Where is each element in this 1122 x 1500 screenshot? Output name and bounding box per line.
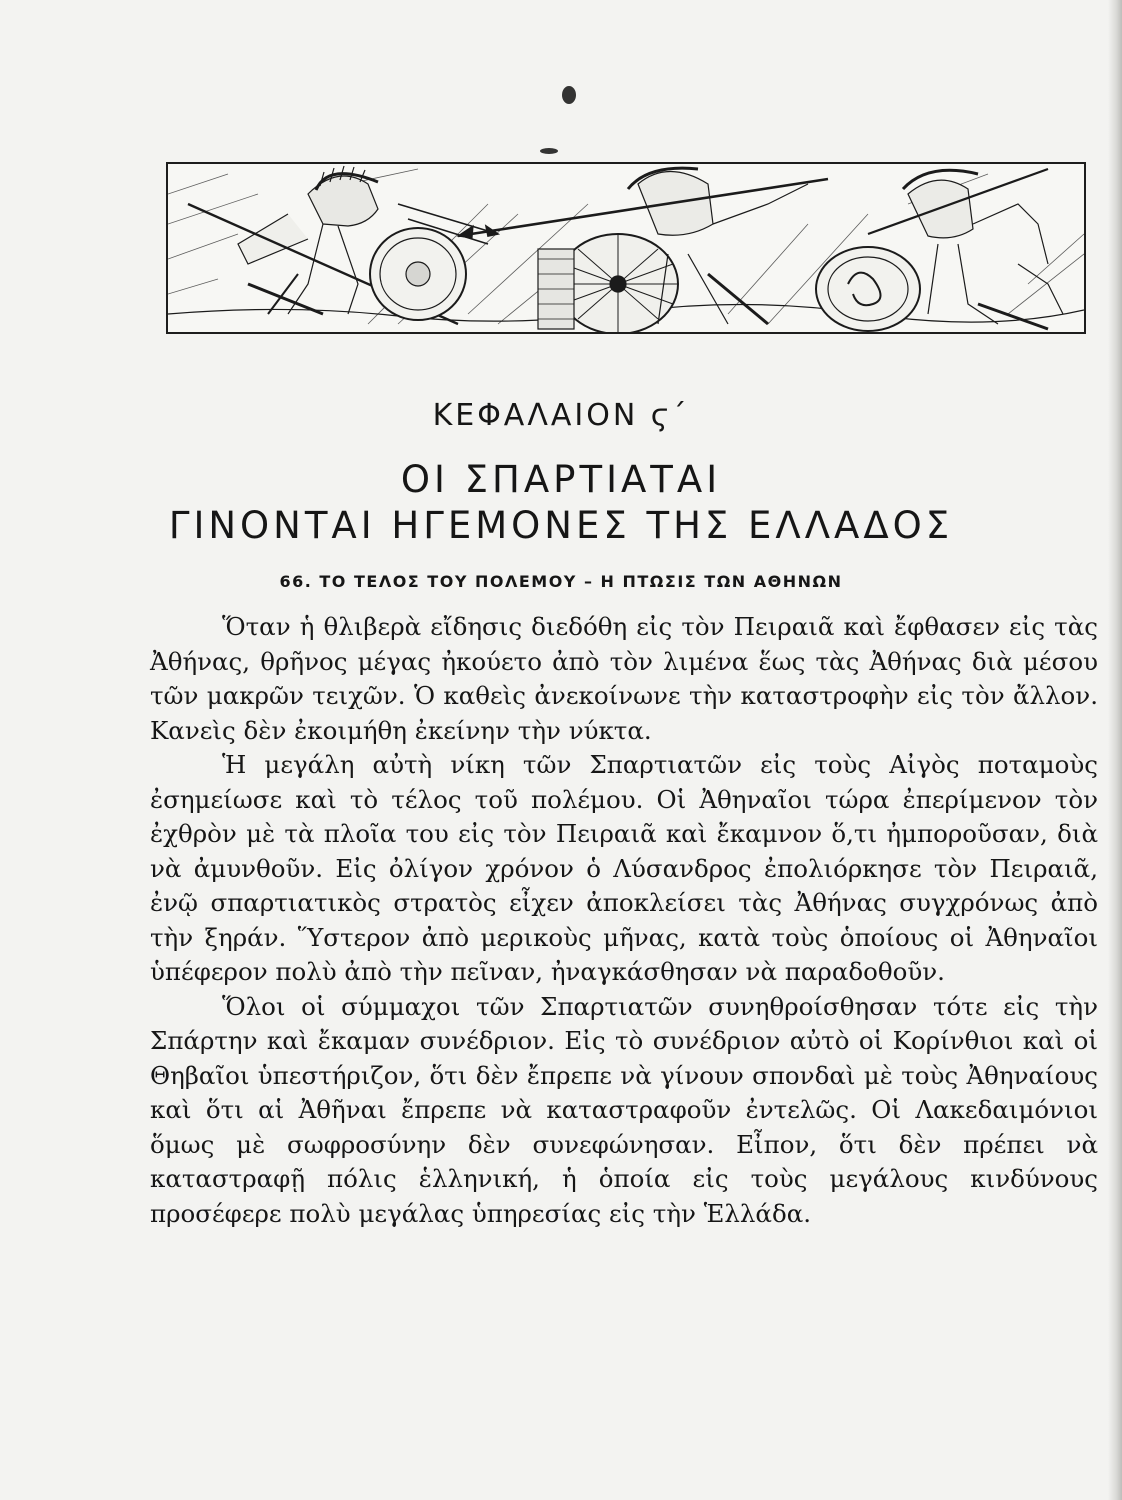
hoplite-battle-frieze-icon [168,164,1084,332]
chapter-title-line-1: ΟΙ ΣΠΑΡΤΙΑΤΑΙ [400,458,722,501]
ink-speck [562,86,576,104]
page-edge [1108,0,1122,1500]
chapter-title-line-2: ΓΙΝΟΝΤΑΙ ΗΓΕΜΟΝΕΣ ΤΗΣ ΕΛΛΑΔΟΣ [168,504,954,547]
chapter-label: ΚΕΦΑΛΑΙΟΝ ϛ΄ [432,398,690,433]
paragraph: Ὅλοι οἱ σύμμαχοι τῶν Σπαρτιατῶν συνηθροίσθησαν τότε εἰς τὴν Σπάρτην καὶ ἔκαμαν συνέδριον. Εἰς τὸ συνέδριον αὐτὸ οἱ Κορίνθιοι καὶ οἱ Θηβαῖοι ὑπεστήριζον, ὅτι δὲν ἔπρεπε νὰ γίνουν σπονδαὶ μὲ τοὺς Ἀθηναίους καὶ ὅτι αἱ Ἀθῆναι ἔπρεπε νὰ καταστραφοῦν ἐντελῶς. Οἱ Λακεδαιμόνιοι ὅμως μὲ σωφροσύνην δὲν συνεφώνησαν. Εἶπον, ὅτι δὲν πρέπει νὰ καταστραφῇ πόλις ἑλληνική, ἡ ὁποία εἰς τοὺς μεγάλους κινδύνους προσέφερε πολὺ μεγάλας ὑπηρεσίας εἰς τὴν Ἑλλάδα. [150,991,1098,1228]
paragraph: Ὅταν ἡ θλιβερὰ εἴδησις διεδόθη εἰς τὸν Πειραιᾶ καὶ ἔφθασεν εἰς τὰς Ἀθήνας, θρῆνος μέγας ἠκούετο ἀπὸ τὸν λιμένα ἕως τὰς Ἀθήνας διὰ μέσου τῶν μακρῶν τειχῶν. Ὁ καθεὶς ἀνεκοίνωνε τὴν καταστροφὴν εἰς τὸν ἄλλον. Κανεὶς δὲν ἐκοιμήθη ἐκείνην τὴν νύκτα. [150,612,1098,745]
body-text [150,610,1098,1231]
battle-illustration [166,162,1086,334]
section-heading: 66. ΤΟ ΤΕΛΟΣ ΤΟΥ ΠΟΛΕΜΟΥ – Η ΠΤΩΣΙΣ ΤΩΝ ΑΘΗΝΩΝ [279,572,843,591]
paragraph: Ἡ μεγάλη αὐτὴ νίκη τῶν Σπαρτιατῶν εἰς τοὺς Αἰγὸς ποταμοὺς ἐσημείωσε καὶ τὸ τέλος τοῦ πολέμου. Οἱ Ἀθηναῖοι τώρα ἐπερίμενον τὸν ἐχθρὸν μὲ τὰ πλοῖα του εἰς τὸν Πειραιᾶ καὶ ἔκαμνον ὅ,τι ἠμποροῦσαν, διὰ νὰ ἀμυνθοῦν. Εἰς ὀλίγον χρόνον ὁ Λύσανδρος ἐπολιόρκησε τὸν Πειραιᾶ, ἐνῷ σπαρτιατικὸς στρατὸς εἶχεν ἀποκλείσει τὰς Ἀθήνας συγχρόνως ἀπὸ τὴν ξηράν. Ὕστερον ἀπὸ μερικοὺς μῆνας, κατὰ τοὺς ὁποίους οἱ Ἀθηναῖοι ὑπέφερον πολὺ ἀπὸ τὴν πεῖναν, ἠναγκάσθησαν νὰ παραδοθοῦν. [150,750,1098,986]
ink-speck [540,148,558,154]
